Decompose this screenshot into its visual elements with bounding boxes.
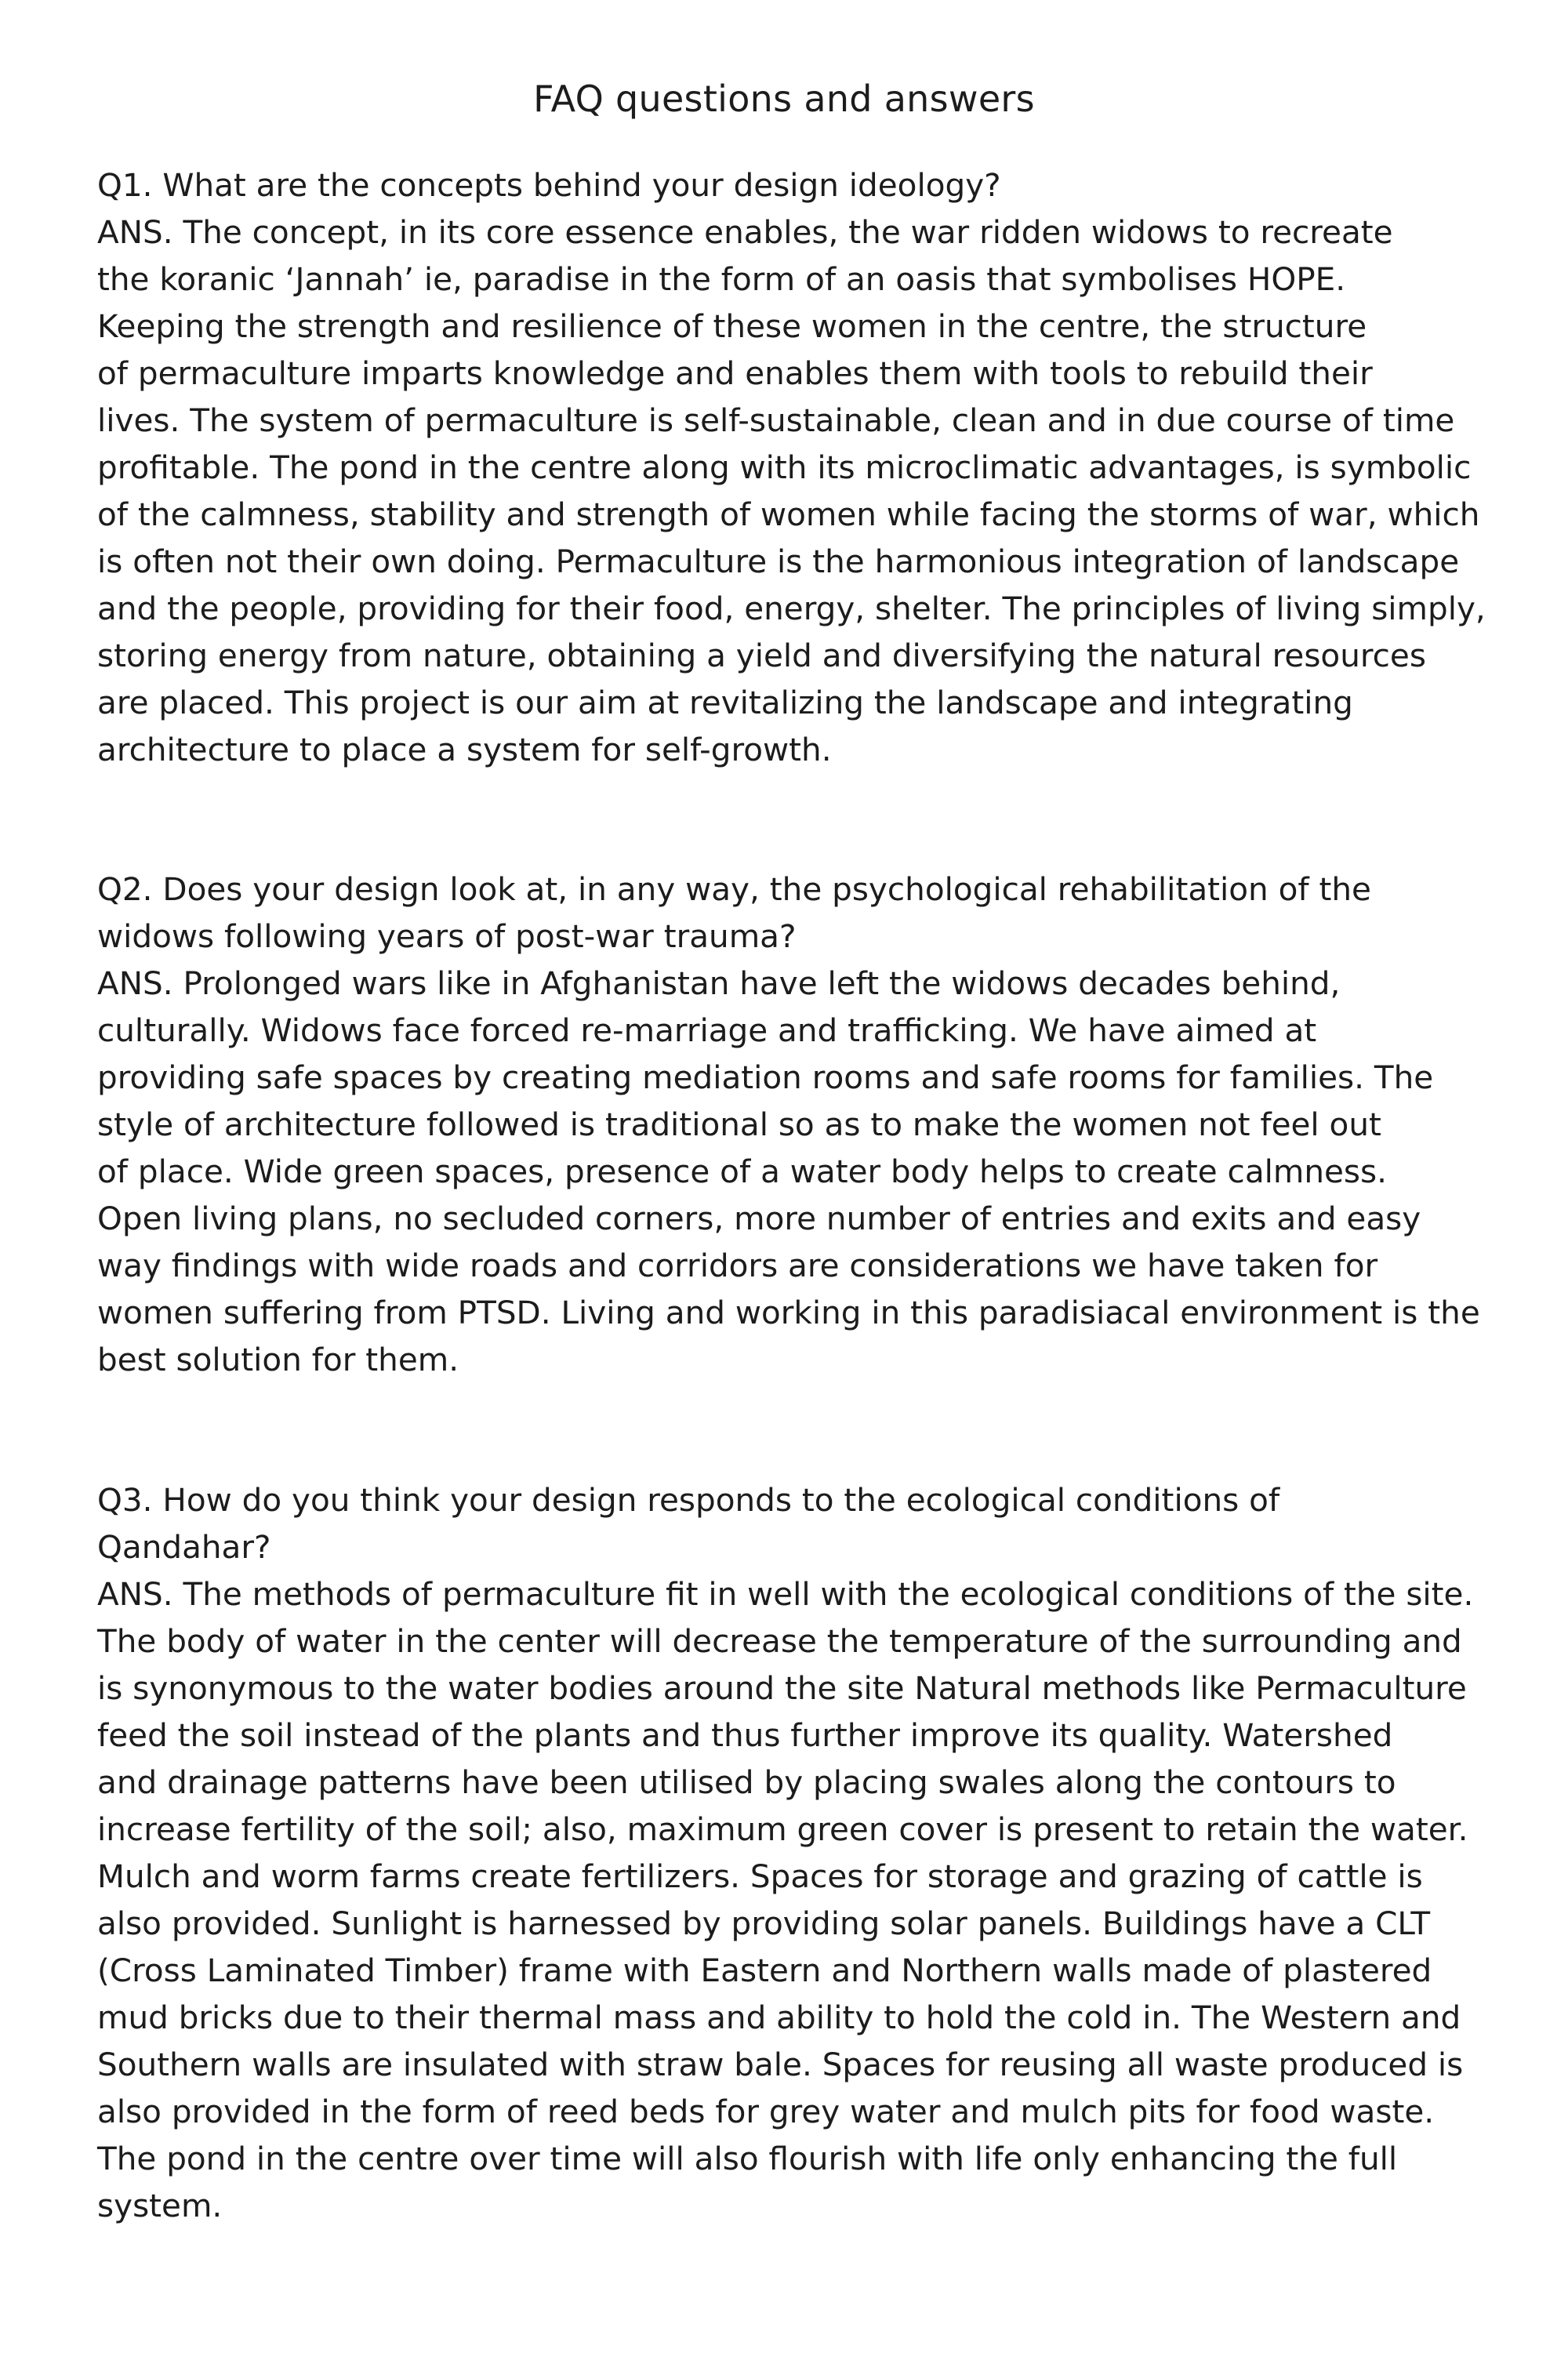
- faq-section-2: [97, 866, 1493, 1383]
- question-line: Q3. How do you think your design responds to the ecological conditions of: [97, 1481, 1280, 1519]
- answer-line: style of architecture followed is traditional so as to make the women not feel out: [97, 1106, 1381, 1143]
- answer-line: Keeping the strength and resilience of these women in the centre, the structure: [97, 307, 1367, 345]
- answer-line: lives. The system of permaculture is self-sustainable, clean and in due course of time: [97, 401, 1455, 439]
- answer-line: Mulch and worm farms create fertilizers. Spaces for storage and grazing of cattle is: [97, 1857, 1423, 1895]
- answer-line: feed the soil instead of the plants and thus further improve its quality. Watershed: [97, 1716, 1393, 1754]
- faq-section-3: [97, 1476, 1493, 2229]
- answer-line: Open living plans, no secluded corners, more number of entries and exits and easy: [97, 1200, 1421, 1237]
- answer-line: (Cross Laminated Timber) frame with Eastern and Northern walls made of plastered: [97, 1952, 1432, 1989]
- question-line: Q1. What are the concepts behind your design ideology?: [97, 166, 1001, 204]
- page-title: FAQ questions and answers: [533, 78, 1035, 120]
- answer-line: best solution for them.: [97, 1341, 459, 1378]
- answer-line: of place. Wide green spaces, presence of a water body helps to create calmness.: [97, 1153, 1387, 1190]
- question-line: widows following years of post-war trauma?: [97, 917, 797, 955]
- answer-line: ANS. The concept, in its core essence enables, the war ridden widows to recreate: [97, 213, 1393, 251]
- answer-line: is often not their own doing. Permaculture is the harmonious integration of landscape: [97, 543, 1460, 580]
- answer-line: storing energy from nature, obtaining a yield and diversifying the natural resources: [97, 637, 1426, 674]
- answer-line: mud bricks due to their thermal mass and ability to hold the cold in. The Western and: [97, 1999, 1461, 2036]
- answer-line: system.: [97, 2187, 223, 2224]
- faq-section-1: [97, 162, 1493, 773]
- answer-line: increase fertility of the soil; also, maximum green cover is present to retain the water.: [97, 1810, 1468, 1848]
- answer-line: way findings with wide roads and corridors are considerations we have taken for: [97, 1247, 1378, 1284]
- answer-line: culturally. Widows face forced re-marriage and trafficking. We have aimed at: [97, 1011, 1317, 1049]
- answer-line: women suffering from PTSD. Living and working in this paradisiacal environment is the: [97, 1294, 1480, 1331]
- answer-line: Southern walls are insulated with straw bale. Spaces for reusing all waste produced is: [97, 2046, 1464, 2083]
- answer-line: are placed. This project is our aim at revitalizing the landscape and integrating: [97, 684, 1353, 721]
- answer-line: architecture to place a system for self-growth.: [97, 731, 832, 768]
- answer-line: ANS. Prolonged wars like in Afghanistan have left the widows decades behind,: [97, 964, 1341, 1002]
- answer-line: is synonymous to the water bodies around the site Natural methods like Permaculture: [97, 1669, 1467, 1707]
- answer-line: and drainage patterns have been utilised by placing swales along the contours to: [97, 1763, 1396, 1801]
- answer-line: ANS. The methods of permaculture fit in well with the ecological conditions of the site.: [97, 1575, 1474, 1613]
- answer-line: profitable. The pond in the centre along with its microclimatic advantages, is symbolic: [97, 448, 1472, 486]
- answer-line: of the calmness, stability and strength of women while facing the storms of war, which: [97, 496, 1480, 533]
- answer-line: also provided. Sunlight is harnessed by providing solar panels. Buildings have a CLT: [97, 1905, 1431, 1942]
- answer-line: the koranic ‘Jannah’ ie, paradise in the form of an oasis that symbolises HOPE.: [97, 260, 1346, 298]
- answer-line: The pond in the centre over time will also flourish with life only enhancing the full: [97, 2140, 1398, 2177]
- answer-line: also provided in the form of reed beds for grey water and mulch pits for food waste.: [97, 2093, 1435, 2130]
- answer-line: providing safe spaces by creating mediation rooms and safe rooms for families. The: [97, 1058, 1434, 1096]
- answer-line: of permaculture imparts knowledge and enables them with tools to rebuild their: [97, 354, 1373, 392]
- question-line: Q2. Does your design look at, in any way, the psychological rehabilitation of the: [97, 870, 1371, 908]
- answer-line: and the people, providing for their food, energy, shelter. The principles of living simply,: [97, 590, 1486, 627]
- answer-line: The body of water in the center will decrease the temperature of the surrounding and: [97, 1622, 1462, 1660]
- question-line: Qandahar?: [97, 1528, 271, 1566]
